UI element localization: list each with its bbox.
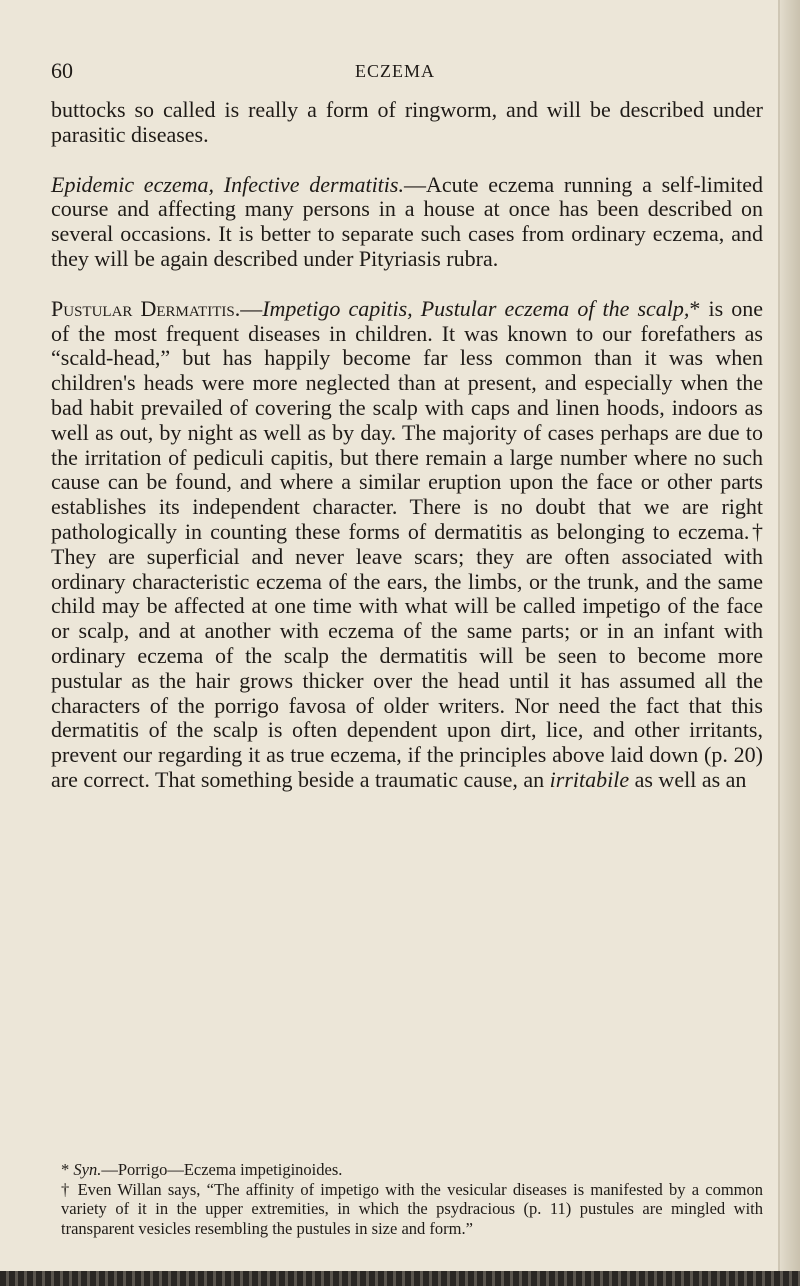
paragraph-3-text-1: is one of the most frequent diseases in children. It was known to our forefathers as “scald-head,” but has happily become far less common than it was when children's heads were more neglected than at present, and especially when the bad habit prevailed of covering the scalp with caps and linen hoods, indoors as well as out, by night as well as by day. The majority of cases perhaps are due to the irritation of pediculi capitis, but there remain a large number where no such cause can be found, and where a similar eruption upon the face or other parts establishes its independent character. There is no doubt that we are right pathologically in counting these forms of dermatitis as belonging to eczema. [51,295,763,544]
paragraph-3-text-3: as well as an [629,766,747,792]
paragraph-3-lead-smallcaps: Pustular Dermatitis. [51,295,241,321]
paragraph-3-irritabile: irritabile [549,766,630,792]
paragraph-2-text: —Acute eczema running a self-limited course and affecting many persons in a house at once has been described on several occasions. It is better to separate such cases from ordinary eczema, and they will be again described under Pityriasis rubra. [51,171,763,271]
page-number: 60 [51,58,73,83]
paragraph-3 [51,297,763,793]
bottom-scan-band [0,1271,800,1286]
footnote-1-syn: Syn. [73,1160,102,1179]
footnote-marker-1: * [689,295,701,321]
footnote-2-mark: † [61,1179,78,1199]
paragraph-2 [51,173,763,272]
footnote-1 [51,1160,763,1180]
footnote-1-text: —Porrigo—Eczema impetiginoides. [101,1160,343,1179]
footnotes [51,1160,763,1238]
footnote-2-text: Even Willan says, “The affinity of impetigo with the vesicular diseases is manifested by a common variety of it in the upper extremities, in which the psydracious (p. 11) pustules are mingled with transparent vesicles resembling the pustules in size and form.” [61,1179,764,1238]
paragraph-3-lead-italic: Impetigo capitis, Pustular eczema of the scalp, [262,295,690,321]
paragraph-3-text-2: They are superficial and never leave scars; they are often associated with ordinary characteristic eczema of the ears, the limbs, or the trunk, and the same child may be affected at one time with what will be called impetigo of the face or scalp, and at another with eczema of the same parts; or in an infant with ordinary eczema of the scalp the dermatitis will be seen to become more pustular as the hair grows thicker over the head until it has assumed all the characters of the porrigo favosa of older writers. Nor need the fact that this dermatitis of the scalp is often dependent upon dirt, lice, and other irritants, prevent our regarding it as true eczema, if the principles above laid down (p. 20) are correct. That something beside a traumatic cause, an [51,543,763,792]
footnote-2 [51,1180,763,1239]
running-title: ECZEMA [355,61,435,81]
body-text [51,98,763,793]
paragraph-3-dash: — [240,295,263,321]
paragraph-1 [51,98,763,148]
footnote-marker-2: † [749,518,763,544]
paragraph-2-lead: Epidemic eczema, Infective dermatitis. [51,171,404,197]
footnote-1-mark: * [61,1160,74,1179]
page-edge-shadow [778,0,800,1286]
page-edge-line [778,0,780,1286]
paragraph-1-text: buttocks so called is really a form of ringworm, and will be described under parasitic diseases. [51,97,763,147]
